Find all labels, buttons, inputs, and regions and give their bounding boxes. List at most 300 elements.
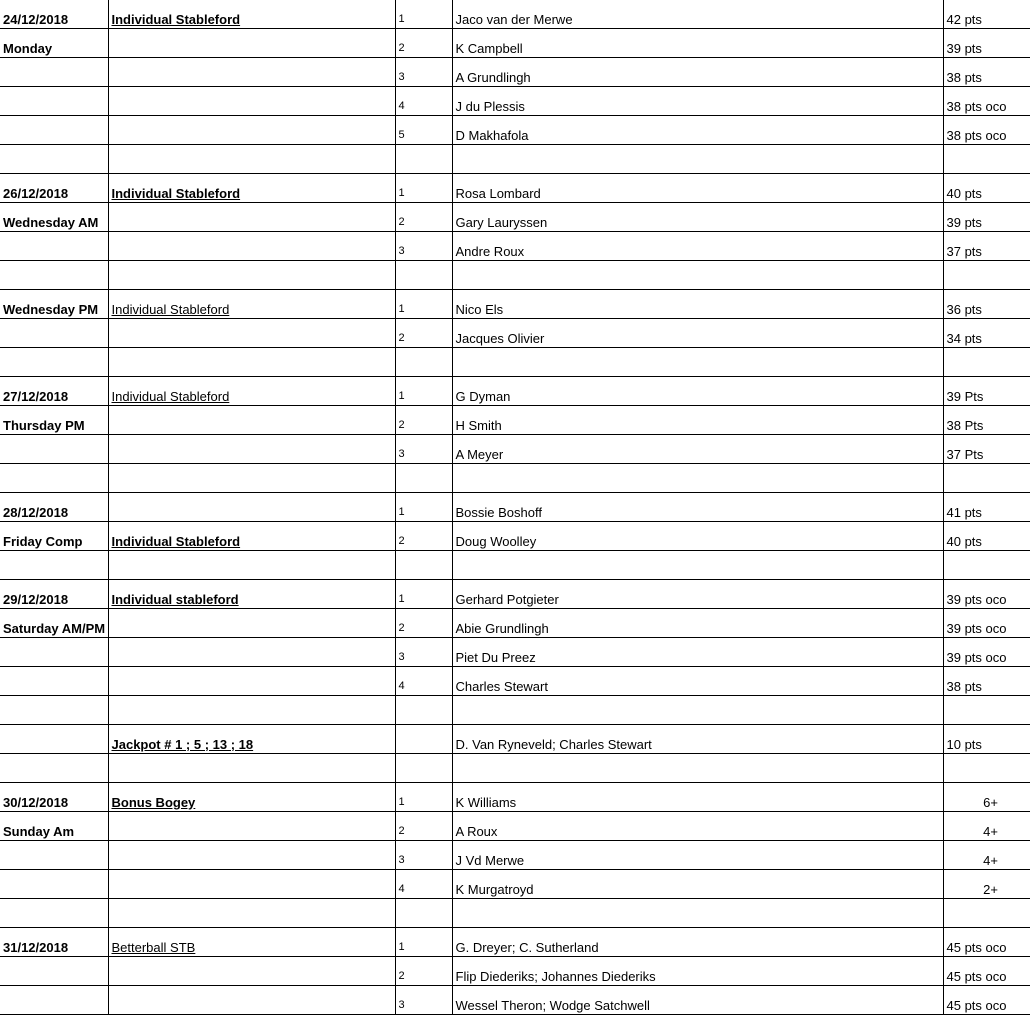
player-cell-text: Rosa Lombard [455, 186, 541, 201]
competition-cell[interactable] [108, 58, 395, 87]
score-cell[interactable] [943, 232, 1030, 261]
date-cell-text: Wednesday PM [3, 302, 99, 317]
table-row [0, 580, 1030, 609]
position-cell-text: 3 [398, 999, 405, 1011]
position-cell[interactable] [395, 870, 452, 899]
date-cell[interactable] [0, 551, 108, 580]
score-cell-text: 39 pts [946, 41, 982, 56]
table-row [0, 609, 1030, 638]
competition-cell[interactable] [108, 406, 395, 435]
table-row [0, 957, 1030, 986]
player-cell[interactable] [452, 899, 943, 928]
date-cell[interactable] [0, 986, 108, 1015]
table-row [0, 377, 1030, 406]
player-cell-text: A Meyer [455, 447, 504, 462]
score-cell[interactable] [943, 87, 1030, 116]
player-cell-text: A Roux [455, 824, 498, 839]
table-row [0, 928, 1030, 957]
table-row [0, 0, 1030, 29]
score-cell[interactable] [943, 638, 1030, 667]
position-cell[interactable] [395, 580, 452, 609]
player-cell[interactable] [452, 377, 943, 406]
date-cell-text: 30/12/2018 [3, 795, 69, 810]
table-row [0, 116, 1030, 145]
competition-cell[interactable] [108, 464, 395, 493]
table-row [0, 696, 1030, 725]
score-cell[interactable] [943, 464, 1030, 493]
table-row [0, 174, 1030, 203]
competition-cell[interactable] [108, 986, 395, 1015]
position-cell[interactable] [395, 319, 452, 348]
date-cell[interactable] [0, 928, 108, 957]
table-row [0, 145, 1030, 174]
table-row [0, 319, 1030, 348]
position-cell-text: 3 [398, 448, 405, 460]
position-cell-text: 1 [398, 506, 405, 518]
score-cell[interactable] [943, 116, 1030, 145]
score-cell[interactable] [943, 928, 1030, 957]
position-cell[interactable] [395, 203, 452, 232]
date-cell-text: Thursday PM [3, 418, 85, 433]
date-cell[interactable] [0, 58, 108, 87]
player-cell[interactable] [452, 87, 943, 116]
player-cell[interactable] [452, 667, 943, 696]
position-cell[interactable] [395, 0, 452, 29]
competition-cell[interactable] [108, 87, 395, 116]
score-cell-text: 39 pts [946, 215, 982, 230]
competition-cell-text: Individual Stableford [111, 12, 241, 27]
player-cell-text: Jacques Olivier [455, 331, 545, 346]
score-cell-text: 45 pts oco [946, 940, 1007, 955]
player-cell[interactable] [452, 29, 943, 58]
position-cell-text: 1 [398, 941, 405, 953]
position-cell-text: 1 [398, 303, 405, 315]
date-cell[interactable] [0, 232, 108, 261]
date-cell[interactable] [0, 812, 108, 841]
table-row [0, 406, 1030, 435]
position-cell-text: 4 [398, 883, 405, 895]
score-cell-text: 40 pts [946, 534, 982, 549]
score-cell-text: 10 pts [946, 737, 982, 752]
player-cell[interactable] [452, 522, 943, 551]
position-cell-text: 3 [398, 71, 405, 83]
competition-cell[interactable] [108, 928, 395, 957]
position-cell[interactable] [395, 290, 452, 319]
competition-cell-text: Betterball STB [111, 940, 196, 955]
score-cell-text: 45 pts oco [946, 998, 1007, 1013]
date-cell-text: 31/12/2018 [3, 940, 69, 955]
player-cell[interactable] [452, 609, 943, 638]
table-row [0, 493, 1030, 522]
competition-cell[interactable] [108, 203, 395, 232]
table-row [0, 464, 1030, 493]
player-cell[interactable] [452, 725, 943, 754]
date-cell[interactable] [0, 348, 108, 377]
player-cell-text: Gary Lauryssen [455, 215, 548, 230]
score-cell-text: 42 pts [946, 12, 982, 27]
competition-cell[interactable] [108, 957, 395, 986]
table-row [0, 87, 1030, 116]
score-cell-text: 38 pts oco [946, 99, 1007, 114]
score-cell[interactable] [943, 754, 1030, 783]
position-cell-text: 2 [398, 825, 405, 837]
player-cell[interactable] [452, 580, 943, 609]
table-row [0, 812, 1030, 841]
position-cell[interactable] [395, 522, 452, 551]
position-cell-text: 1 [398, 13, 405, 25]
date-cell[interactable] [0, 203, 108, 232]
position-cell[interactable] [395, 957, 452, 986]
date-cell[interactable] [0, 261, 108, 290]
score-cell[interactable] [943, 406, 1030, 435]
score-cell[interactable] [943, 957, 1030, 986]
position-cell[interactable] [395, 348, 452, 377]
date-cell[interactable] [0, 609, 108, 638]
position-cell-text: 4 [398, 680, 405, 692]
date-cell-text: 26/12/2018 [3, 186, 69, 201]
competition-cell[interactable] [108, 232, 395, 261]
table-row [0, 203, 1030, 232]
player-cell[interactable] [452, 696, 943, 725]
competition-cell[interactable] [108, 377, 395, 406]
date-cell[interactable] [0, 754, 108, 783]
score-cell[interactable] [943, 580, 1030, 609]
table-row [0, 522, 1030, 551]
date-cell-text: Sunday Am [3, 824, 75, 839]
date-cell[interactable] [0, 725, 108, 754]
table-row [0, 290, 1030, 319]
table-row [0, 551, 1030, 580]
score-cell[interactable] [943, 841, 1030, 870]
player-cell-text: H Smith [455, 418, 502, 433]
position-cell[interactable] [395, 261, 452, 290]
score-cell[interactable] [943, 522, 1030, 551]
player-cell[interactable] [452, 870, 943, 899]
position-cell[interactable] [395, 783, 452, 812]
score-cell[interactable] [943, 551, 1030, 580]
date-cell[interactable] [0, 0, 108, 29]
score-cell-text: 37 Pts [946, 447, 984, 462]
player-cell[interactable] [452, 493, 943, 522]
date-cell[interactable] [0, 870, 108, 899]
competition-cell[interactable] [108, 116, 395, 145]
score-cell[interactable] [943, 493, 1030, 522]
date-cell-text: Saturday AM/PM [3, 621, 106, 636]
competition-cell-text: Individual Stableford [111, 534, 241, 549]
position-cell[interactable] [395, 29, 452, 58]
competition-cell[interactable] [108, 638, 395, 667]
date-cell-text: 28/12/2018 [3, 505, 69, 520]
player-cell[interactable] [452, 348, 943, 377]
position-cell-text: 2 [398, 216, 405, 228]
position-cell-text: 1 [398, 390, 405, 402]
player-cell[interactable] [452, 986, 943, 1015]
position-cell[interactable] [395, 725, 452, 754]
player-cell[interactable] [452, 261, 943, 290]
position-cell[interactable] [395, 116, 452, 145]
date-cell[interactable] [0, 290, 108, 319]
player-cell-text: Piet Du Preez [455, 650, 536, 665]
position-cell-text: 2 [398, 419, 405, 431]
player-cell-text: Wessel Theron; Wodge Satchwell [455, 998, 650, 1013]
competition-cell-text: Individual stableford [111, 592, 239, 607]
player-cell[interactable] [452, 174, 943, 203]
competition-cell-text: Individual Stableford [111, 186, 241, 201]
player-cell-text: Nico Els [455, 302, 504, 317]
competition-cell[interactable] [108, 290, 395, 319]
competition-cell[interactable] [108, 580, 395, 609]
date-cell[interactable] [0, 116, 108, 145]
date-cell[interactable] [0, 667, 108, 696]
score-cell-text: 45 pts oco [946, 969, 1007, 984]
score-cell[interactable] [943, 319, 1030, 348]
position-cell-text: 4 [398, 100, 405, 112]
date-cell[interactable] [0, 29, 108, 58]
position-cell[interactable] [395, 58, 452, 87]
score-cell-text: 6+ [983, 795, 998, 810]
position-cell[interactable] [395, 638, 452, 667]
table-row [0, 841, 1030, 870]
date-cell-text: Wednesday AM [3, 215, 99, 230]
date-cell[interactable] [0, 580, 108, 609]
player-cell-text: K Murgatroyd [455, 882, 534, 897]
position-cell-text: 3 [398, 854, 405, 866]
competition-cell-text: Individual Stableford [111, 389, 230, 404]
competition-cell[interactable] [108, 841, 395, 870]
position-cell-text: 1 [398, 187, 405, 199]
score-cell[interactable] [943, 0, 1030, 29]
date-cell[interactable] [0, 464, 108, 493]
player-cell[interactable] [452, 203, 943, 232]
position-cell[interactable] [395, 609, 452, 638]
score-cell-text: 39 pts oco [946, 621, 1007, 636]
position-cell[interactable] [395, 841, 452, 870]
score-cell-text: 37 pts [946, 244, 982, 259]
player-cell-text: Gerhard Potgieter [455, 592, 559, 607]
player-cell[interactable] [452, 841, 943, 870]
player-cell-text: K Williams [455, 795, 517, 810]
position-cell-text: 2 [398, 970, 405, 982]
competition-cell[interactable] [108, 551, 395, 580]
date-cell[interactable] [0, 696, 108, 725]
competition-cell[interactable] [108, 667, 395, 696]
score-cell[interactable] [943, 870, 1030, 899]
player-cell[interactable] [452, 0, 943, 29]
player-cell-text: Andre Roux [455, 244, 525, 259]
position-cell-text: 3 [398, 245, 405, 257]
position-cell[interactable] [395, 87, 452, 116]
competition-cell[interactable] [108, 812, 395, 841]
position-cell[interactable] [395, 754, 452, 783]
position-cell[interactable] [395, 377, 452, 406]
date-cell-text: 24/12/2018 [3, 12, 69, 27]
position-cell-text: 2 [398, 535, 405, 547]
position-cell[interactable] [395, 493, 452, 522]
competition-cell-text: Jackpot # 1 ; 5 ; 13 ; 18 [111, 737, 254, 752]
competition-cell[interactable] [108, 754, 395, 783]
score-cell[interactable] [943, 29, 1030, 58]
position-cell[interactable] [395, 174, 452, 203]
position-cell-text: 2 [398, 332, 405, 344]
competition-cell[interactable] [108, 145, 395, 174]
competition-cell[interactable] [108, 522, 395, 551]
table-row [0, 638, 1030, 667]
date-cell[interactable] [0, 406, 108, 435]
date-cell[interactable] [0, 957, 108, 986]
player-cell[interactable] [452, 58, 943, 87]
player-cell-text: Flip Diederiks; Johannes Diederiks [455, 969, 656, 984]
date-cell[interactable] [0, 145, 108, 174]
table-row [0, 435, 1030, 464]
position-cell[interactable] [395, 406, 452, 435]
player-cell[interactable] [452, 435, 943, 464]
position-cell[interactable] [395, 145, 452, 174]
player-cell-text: A Grundlingh [455, 70, 531, 85]
player-cell-text: J du Plessis [455, 99, 525, 114]
player-cell[interactable] [452, 957, 943, 986]
player-cell[interactable] [452, 145, 943, 174]
date-cell[interactable] [0, 899, 108, 928]
position-cell-text: 1 [398, 593, 405, 605]
score-cell[interactable] [943, 986, 1030, 1015]
table-row [0, 870, 1030, 899]
position-cell[interactable] [395, 812, 452, 841]
position-cell[interactable] [395, 928, 452, 957]
position-cell[interactable] [395, 232, 452, 261]
score-cell-text: 39 Pts [946, 389, 984, 404]
score-cell-text: 4+ [983, 824, 998, 839]
competition-cell[interactable] [108, 609, 395, 638]
score-cell[interactable] [943, 783, 1030, 812]
score-cell-text: 39 pts oco [946, 592, 1007, 607]
score-cell[interactable] [943, 261, 1030, 290]
player-cell[interactable] [452, 812, 943, 841]
player-cell-text: J Vd Merwe [455, 853, 525, 868]
position-cell[interactable] [395, 551, 452, 580]
position-cell[interactable] [395, 435, 452, 464]
score-cell-text: 2+ [983, 882, 998, 897]
player-cell[interactable] [452, 754, 943, 783]
position-cell[interactable] [395, 696, 452, 725]
competition-cell[interactable] [108, 696, 395, 725]
date-cell[interactable] [0, 841, 108, 870]
player-cell-text: Abie Grundlingh [455, 621, 549, 636]
competition-cell[interactable] [108, 725, 395, 754]
score-cell[interactable] [943, 145, 1030, 174]
position-cell-text: 5 [398, 129, 405, 141]
score-cell[interactable] [943, 58, 1030, 87]
competition-cell[interactable] [108, 899, 395, 928]
competition-cell[interactable] [108, 261, 395, 290]
player-cell[interactable] [452, 551, 943, 580]
score-cell-text: 38 Pts [946, 418, 984, 433]
table-row [0, 725, 1030, 754]
date-cell-text: 29/12/2018 [3, 592, 69, 607]
competition-cell[interactable] [108, 493, 395, 522]
score-cell[interactable] [943, 899, 1030, 928]
score-cell-text: 38 pts oco [946, 128, 1007, 143]
date-cell[interactable] [0, 377, 108, 406]
table-row [0, 261, 1030, 290]
score-cell-text: 41 pts [946, 505, 982, 520]
competition-cell[interactable] [108, 0, 395, 29]
score-cell-text: 38 pts [946, 679, 982, 694]
player-cell[interactable] [452, 116, 943, 145]
player-cell[interactable] [452, 464, 943, 493]
score-cell[interactable] [943, 696, 1030, 725]
table-row [0, 986, 1030, 1015]
score-cell[interactable] [943, 290, 1030, 319]
player-cell-text: Charles Stewart [455, 679, 548, 694]
score-cell-text: 38 pts [946, 70, 982, 85]
table-row [0, 29, 1030, 58]
competition-cell[interactable] [108, 174, 395, 203]
table-row [0, 58, 1030, 87]
position-cell-text: 3 [398, 651, 405, 663]
player-cell-text: D Makhafola [455, 128, 529, 143]
player-cell-text: Bossie Boshoff [455, 505, 542, 520]
position-cell-text: 2 [398, 622, 405, 634]
score-cell[interactable] [943, 667, 1030, 696]
position-cell[interactable] [395, 464, 452, 493]
position-cell[interactable] [395, 899, 452, 928]
score-cell[interactable] [943, 203, 1030, 232]
score-cell-text: 36 pts [946, 302, 982, 317]
score-cell-text: 39 pts oco [946, 650, 1007, 665]
player-cell-text: G Dyman [455, 389, 511, 404]
competition-cell[interactable] [108, 435, 395, 464]
score-cell[interactable] [943, 609, 1030, 638]
score-cell[interactable] [943, 812, 1030, 841]
date-cell[interactable] [0, 87, 108, 116]
competition-cell-text: Individual Stableford [111, 302, 230, 317]
competition-cell[interactable] [108, 319, 395, 348]
player-cell[interactable] [452, 319, 943, 348]
competition-cell[interactable] [108, 783, 395, 812]
player-cell[interactable] [452, 406, 943, 435]
player-cell[interactable] [452, 232, 943, 261]
competition-cell[interactable] [108, 870, 395, 899]
date-cell[interactable] [0, 435, 108, 464]
date-cell-text: Monday [3, 41, 53, 56]
date-cell[interactable] [0, 493, 108, 522]
player-cell[interactable] [452, 638, 943, 667]
score-cell[interactable] [943, 725, 1030, 754]
score-cell[interactable] [943, 348, 1030, 377]
date-cell[interactable] [0, 174, 108, 203]
score-cell-text: 40 pts [946, 186, 982, 201]
competition-cell[interactable] [108, 348, 395, 377]
player-cell[interactable] [452, 928, 943, 957]
date-cell-text: 27/12/2018 [3, 389, 69, 404]
score-cell[interactable] [943, 174, 1030, 203]
table-row [0, 899, 1030, 928]
date-cell[interactable] [0, 319, 108, 348]
score-cell[interactable] [943, 435, 1030, 464]
player-cell[interactable] [452, 290, 943, 319]
player-cell-text: D. Van Ryneveld; Charles Stewart [455, 737, 652, 752]
date-cell[interactable] [0, 522, 108, 551]
player-cell[interactable] [452, 783, 943, 812]
date-cell[interactable] [0, 638, 108, 667]
position-cell[interactable] [395, 667, 452, 696]
date-cell[interactable] [0, 783, 108, 812]
player-cell-text: G. Dreyer; C. Sutherland [455, 940, 599, 955]
score-cell-text: 4+ [983, 853, 998, 868]
position-cell[interactable] [395, 986, 452, 1015]
score-cell[interactable] [943, 377, 1030, 406]
competition-cell[interactable] [108, 29, 395, 58]
